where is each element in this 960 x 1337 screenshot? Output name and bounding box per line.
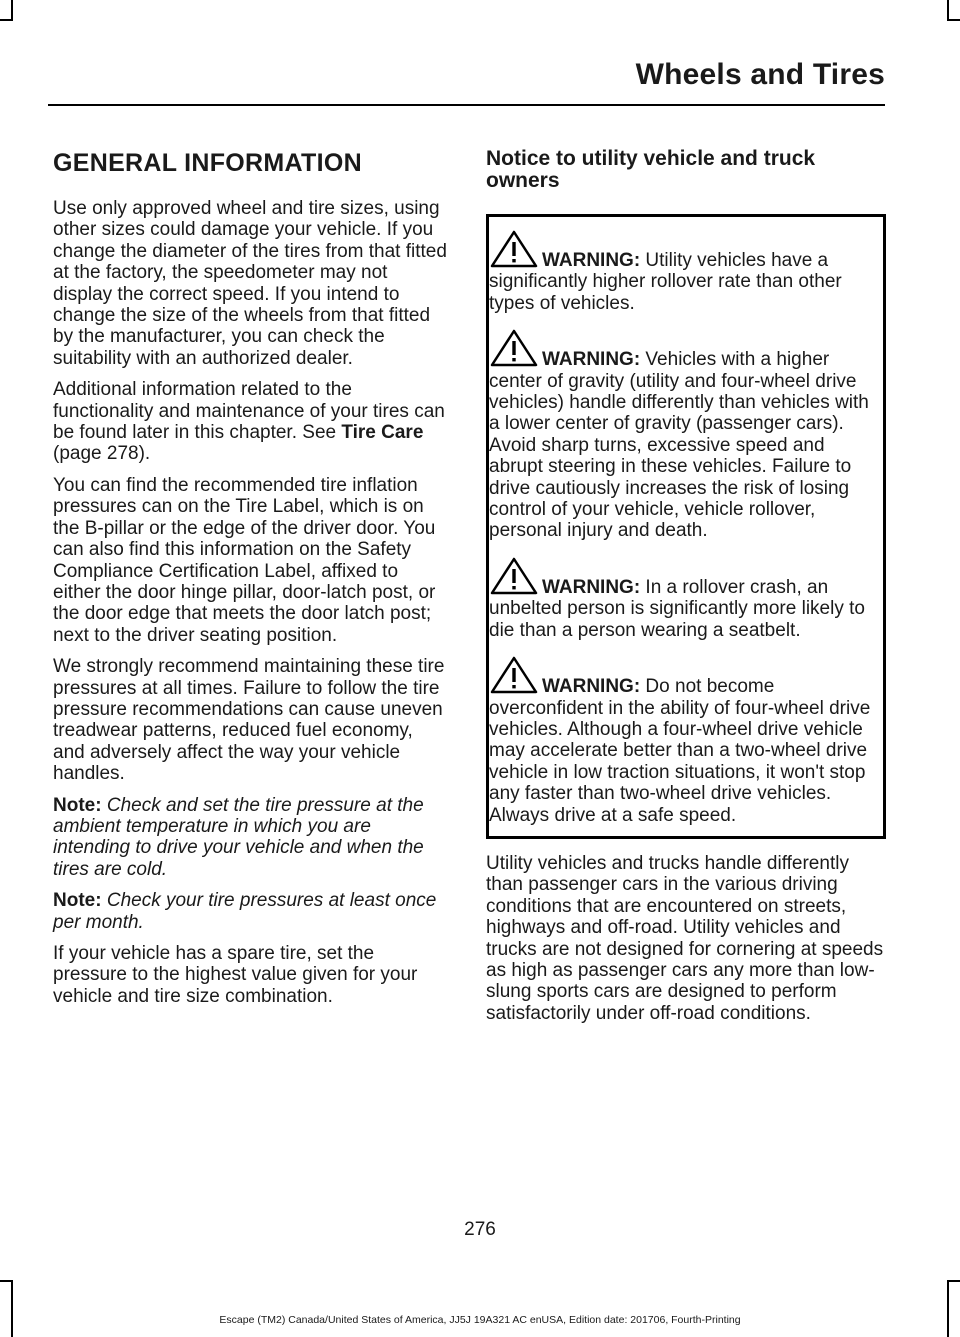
warning-text: In a rollover crash, an unbelted person is significantly more likely to die than a person wearing a seatbelt. (489, 576, 865, 641)
warning-triangle-icon (489, 556, 539, 596)
paragraph-spare-tire: If your vehicle has a spare tire, set the pressure to the highest value given for your vehicle and tire size combination. (53, 943, 418, 1007)
warning-triangle-icon (489, 655, 539, 695)
warning-triangle-icon (489, 229, 539, 269)
warning-text: Vehicles with a higher center of gravity (utility and four-wheel drive vehicles) handle differently than vehicles with a lower center of gravity (passenger cars). Avoid sharp turns, excessive speed and abrupt steering in these vehicles. Failure to drive cautiously increases the risk of losing control of your vehicle, vehicle rollover, personal injury and death. (489, 349, 869, 542)
crop-mark-top-left-vertical (11, 0, 13, 21)
crop-mark-top-left-horizontal (0, 19, 13, 21)
crop-mark-bottom-right-horizontal (947, 1280, 960, 1282)
warning-text: Utility vehicles have a significantly higher rollover rate than other types of vehicles. (489, 250, 842, 314)
section-heading-utility-vehicle-notice: Notice to utility vehicle and truck owners (486, 147, 816, 192)
crop-mark-bottom-left-vertical (11, 1280, 13, 1337)
crop-mark-bottom-left-horizontal (0, 1280, 13, 1282)
crop-mark-bottom-right-vertical (947, 1280, 949, 1337)
warning-label: WARNING: (542, 349, 641, 371)
paragraph-utility-vehicle-handling: Utility vehicles and trucks handle differently than passenger cars in the various driving conditions that are encountered on streets, highways and off-road. Utility vehicles and trucks are not designed for cornering at speeds as high as passenger cars any more than low-slung sports cars are designed to perform satisfactorily under off-road conditions. (486, 852, 884, 1024)
page-header-title: Wheels and Tires (635, 58, 885, 91)
page-footer: Escape (TM2) Canada/United States of America, JJ5J 19A321 AC enUSA, Edition date: 201706, Fourth-Printing (219, 1314, 741, 1326)
page-number: 276 (464, 1219, 496, 1240)
note-text: Check your tire pressures at least once per month. (53, 890, 437, 933)
note-label: Note: (53, 794, 102, 816)
crop-mark-top-right-horizontal (947, 19, 960, 21)
right-column (486, 148, 886, 1034)
warning-text: Do not become overconfident in the ability of four-wheel drive vehicles. Although a four-wheel drive vehicle may accelerate better than a two-wheel drive vehicle in low traction situations, it won't stop any faster than two-wheel drive vehicles. Always drive at a safe speed. (489, 676, 871, 826)
paragraph-additional-information (53, 379, 448, 465)
note-monthly-check (53, 890, 448, 933)
crop-mark-top-right-vertical (947, 0, 949, 21)
page-reference: (page 278). (53, 443, 151, 465)
section-heading-general-information: GENERAL INFORMATION (53, 149, 362, 177)
warning-label: WARNING: (542, 576, 641, 598)
note-label: Note: (53, 890, 102, 912)
left-column (53, 148, 448, 1017)
note-ambient-temperature (53, 795, 448, 881)
note-text: Check and set the tire pressure at the ambient temperature in which you are intending to drive your vehicle and when the tires are cold. (53, 794, 424, 880)
header-divider (48, 104, 885, 106)
warning-label: WARNING: (542, 250, 641, 271)
warning-center-of-gravity (489, 328, 877, 542)
tire-care-link[interactable]: Tire Care (341, 422, 424, 444)
paragraph-maintain-pressures: We strongly recommend maintaining these tire pressures at all times. Failure to follow the tire pressure recommendations can cause uneven treadwear patterns, reduced fuel economy, and adversely affect the way your vehicle handles. (53, 656, 445, 785)
warning-triangle-icon (489, 328, 539, 368)
warning-seatbelt (489, 556, 877, 641)
paragraph-inflation-pressures: You can find the recommended tire inflation pressures can on the Tire Label, which is on the B-pillar or the edge of the driver door. You can also find this information on the Safety Compliance Certification Label, affixed to either the door hinge pillar, door-latch post, or the door edge that meets the door latch post; next to the driver seating position. (53, 474, 436, 646)
warning-rollover-rate (489, 229, 877, 314)
paragraph-wheel-tire-sizes: Use only approved wheel and tire sizes, using other sizes could damage your vehicle. If you change the diameter of the tires from that fitted at the factory, the speedometer may not display the correct speed. If you intend to change the size of the wheels from that fitted by the manufacturer, you can check the suitability with an authorized dealer. (53, 198, 447, 369)
paragraph-additional-information-text: Additional information related to the functionality and maintenance of your tires can be found later in this chapter. See (53, 379, 445, 444)
warning-four-wheel-drive (489, 655, 877, 826)
warning-label: WARNING: (542, 676, 641, 698)
warning-box (486, 214, 886, 839)
